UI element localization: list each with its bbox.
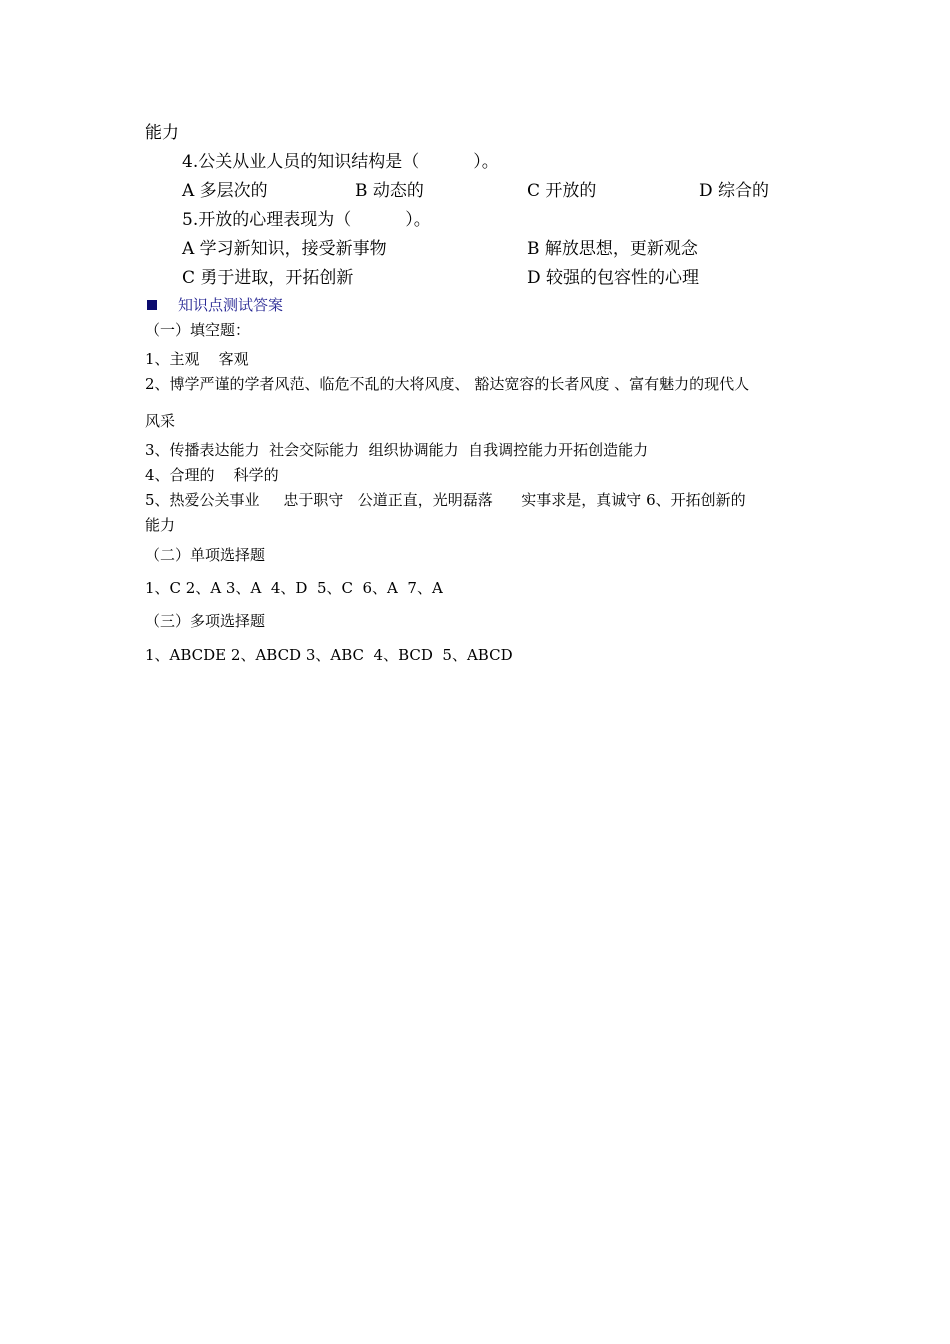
continuation-text: 能力 xyxy=(145,123,179,143)
fill-answer-2: 2、博学严谨的学者风范、临危不乱的大将风度、 豁达宽容的长者风度 、富有魅力的现代人 xyxy=(145,375,750,393)
question-5-option-c: C 勇于进取，开拓创新 xyxy=(182,268,354,288)
fill-answer-1: 1、主观 客观 xyxy=(145,350,249,368)
question-5-option-b: B 解放思想，更新观念 xyxy=(527,239,698,259)
fill-answer-5-cont: 能力 xyxy=(145,516,176,534)
fill-answer-3: 3、传播表达能力 社会交际能力 组织协调能力 自我调控能力开拓创造能力 xyxy=(145,441,649,459)
fill-answer-5: 5、热爱公关事业 忠于职守 公道正直，光明磊落 实事求是，真诚守 6、开拓创新的 xyxy=(145,491,746,509)
question-4-option-d: D 综合的 xyxy=(699,181,770,201)
question-5-option-d: D 较强的包容性的心理 xyxy=(527,268,700,288)
multiple-section-title: （三）多项选择题 xyxy=(145,612,266,630)
fill-answer-4: 4、合理的 科学的 xyxy=(145,466,279,484)
question-4-option-b: B 动态的 xyxy=(355,181,424,201)
fill-section-title: （一）填空题： xyxy=(145,321,251,339)
question-4-option-a: A 多层次的 xyxy=(182,181,268,201)
multiple-answers: 1、ABCDE 2、ABCD 3、ABC 4、BCD 5、ABCD xyxy=(145,646,513,664)
single-answers: 1、C 2、A 3、A 4、D 5、C 6、A 7、A xyxy=(145,579,443,597)
question-4-option-c: C 开放的 xyxy=(527,181,597,201)
bullet-square-icon xyxy=(147,300,157,310)
single-section-title: （二）单项选择题 xyxy=(145,546,266,564)
fill-answer-2-cont: 风采 xyxy=(145,412,176,430)
answers-heading: 知识点测试答案 xyxy=(178,296,284,314)
question-4-stem: 4.公关从业人员的知识结构是（ ）。 xyxy=(182,152,499,172)
question-5-stem: 5.开放的心理表现为（ ）。 xyxy=(182,210,431,230)
question-5-option-a: A 学习新知识，接受新事物 xyxy=(182,239,387,259)
